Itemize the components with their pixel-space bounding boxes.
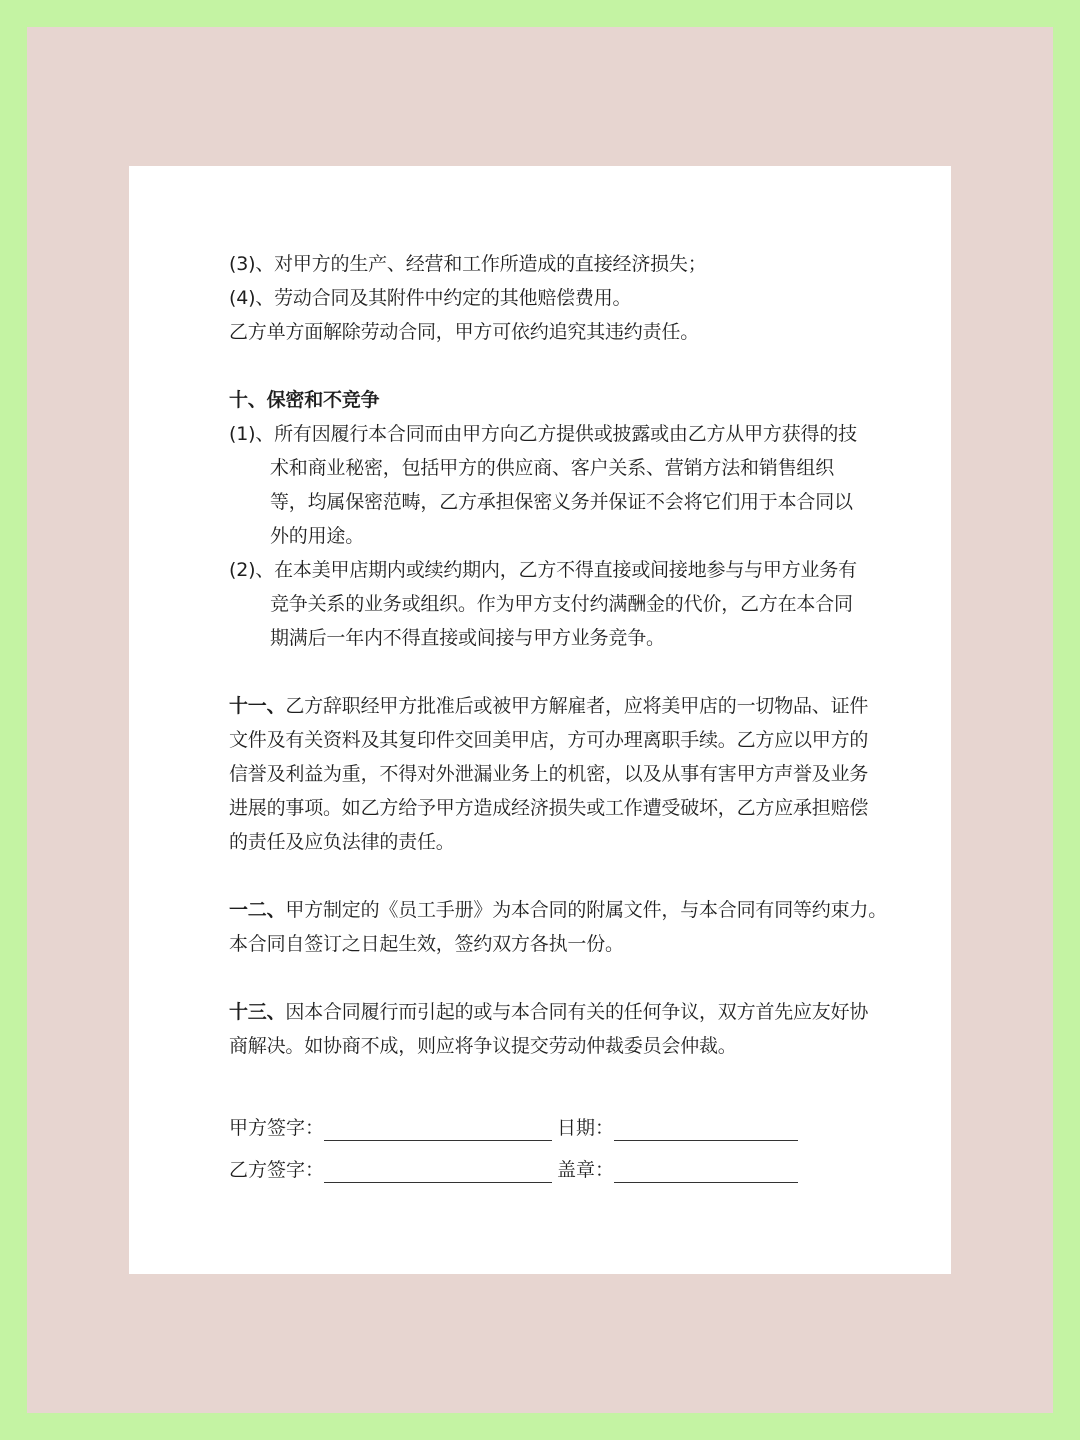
clause-3-loss: (3)、对甲方的生产、经营和工作所造成的直接经济损失； bbox=[229, 253, 707, 275]
party-b-signature-label: 乙方签字： bbox=[229, 1159, 325, 1181]
section-10-item-2: (2)、在本美甲店期内或续约期内，乙方不得直接或间接地参与与甲方业务有竞争关系的业务或组织。作为甲方支付约满酬金的代价，乙方在本合同期满后一年内不得直接或间接与甲方业务竞争。 bbox=[229, 559, 857, 649]
section-10-item-1: (1)、所有因履行本合同而由甲方向乙方提供或披露或由乙方从甲方获得的技术和商业秘密，包括甲方的供应商、客户关系、营销方法和销售组织等，均属保密范畴，乙方承担保密义务并保证不会将它们用于本合同以外的用途。 bbox=[229, 423, 857, 547]
seal-label: 盖章： bbox=[557, 1159, 615, 1181]
contract-body bbox=[229, 247, 888, 1063]
section-12-label: 一二、 bbox=[229, 899, 286, 921]
clause-4-compensation: (4)、劳动合同及其附件中约定的其他赔偿费用。 bbox=[229, 287, 632, 309]
section-13-label: 十三、 bbox=[229, 1001, 286, 1023]
unilateral-termination-note: 乙方单方面解除劳动合同，甲方可依约追究其违约责任。 bbox=[229, 321, 700, 343]
party-b-signature-line[interactable] bbox=[324, 1154, 552, 1183]
section-10-heading: 十、保密和不竞争 bbox=[229, 389, 380, 411]
section-13-text: 因本合同履行而引起的或与本合同有关的任何争议，双方首先应友好协商解决。如协商不成，则应将争议提交劳动仲裁委员会仲裁。 bbox=[229, 1001, 869, 1057]
party-a-signature-line[interactable] bbox=[324, 1112, 552, 1141]
signature-row-2 bbox=[229, 1149, 615, 1191]
section-11-text: 乙方辞职经甲方批准后或被甲方解雇者，应将美甲店的一切物品、证件文件及有关资料及其复印件交回美甲店，方可办理离职手续。乙方应以甲方的信誉及利益为重，不得对外泄漏业务上的机密，以及从事有害甲方声誉及业务进展的事项。如乙方给予甲方造成经济损失或工作遭受破坏，乙方应承担赔偿的责任及应负法律的责任。 bbox=[229, 695, 869, 853]
section-12-line-2: 本合同自签订之日起生效，签约双方各执一份。 bbox=[229, 933, 624, 955]
signature-row-1 bbox=[229, 1107, 615, 1149]
date-label: 日期： bbox=[557, 1117, 615, 1139]
section-11 bbox=[229, 689, 869, 859]
party-a-signature-label: 甲方签字： bbox=[229, 1117, 325, 1139]
date-line[interactable] bbox=[614, 1112, 798, 1141]
section-12 bbox=[229, 893, 888, 927]
section-12-line-1: 甲方制定的《员工手册》为本合同的附属文件，与本合同有同等约束力。 bbox=[285, 899, 888, 921]
seal-line[interactable] bbox=[614, 1154, 798, 1183]
section-13 bbox=[229, 995, 869, 1063]
signature-block bbox=[229, 1107, 615, 1191]
section-11-label: 十一、 bbox=[229, 695, 286, 717]
